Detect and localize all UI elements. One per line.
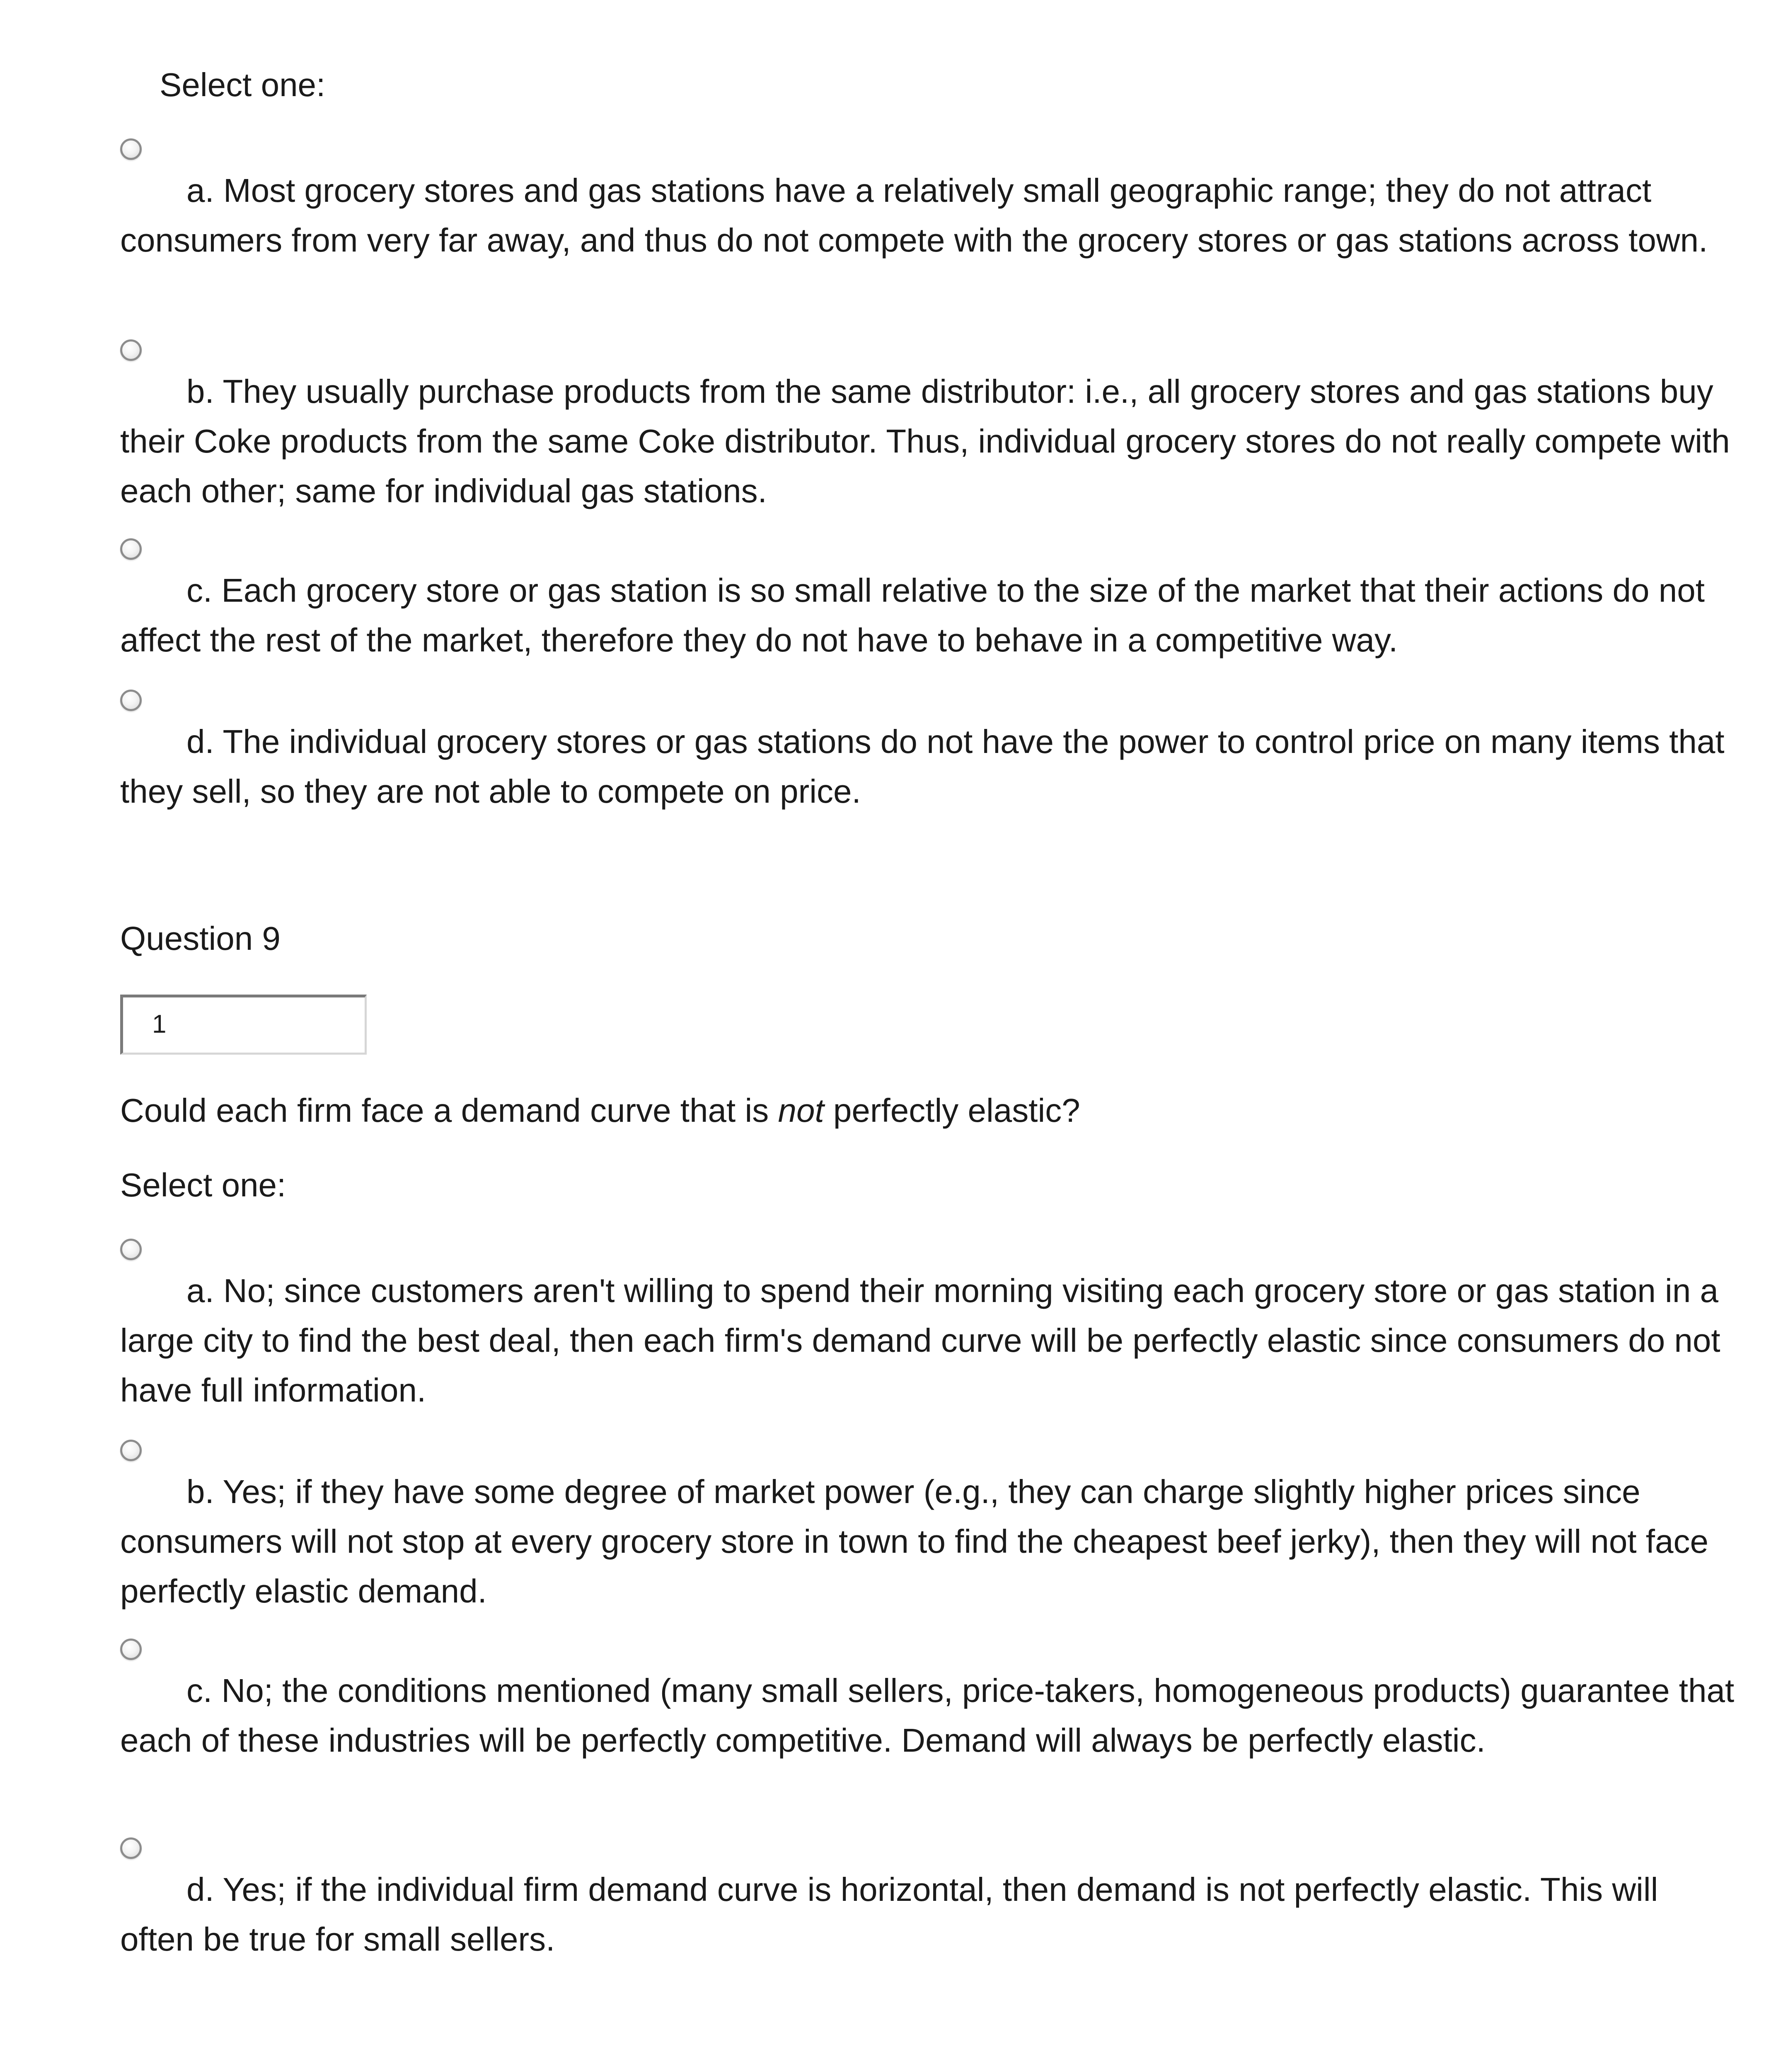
q8-select-one-label: Select one: xyxy=(160,66,326,103)
q8-option-c-radio[interactable] xyxy=(120,538,142,560)
q8-option-a[interactable] xyxy=(120,166,1736,265)
q8-option-d-text: d. The individual grocery stores or gas stations do not have the power to control price on many items that they sell, so they are not able to compete on price. xyxy=(120,723,1725,810)
q9-option-b-text: b. Yes; if they have some degree of market power (e.g., they can charge slightly higher prices since consumers will not stop at every grocery store in town to find the cheapest beef jerky), then they will not face perfectly elastic demand. xyxy=(120,1473,1709,1610)
q9-option-a-text: a. No; since customers aren't willing to spend their morning visiting each grocery store or gas station in a large city to find the best deal, then each firm's demand curve will be perfectly elastic since consumers do not have full information. xyxy=(120,1272,1720,1409)
q8-option-c[interactable] xyxy=(120,566,1736,665)
q8-option-a-radio[interactable] xyxy=(120,138,142,160)
q8-option-b-text: b. They usually purchase products from the same distributor: i.e., all grocery stores and gas stations buy their Coke products from the same Coke distributor. Thus, individual grocery stores do not really compete with each other; same for individual gas stations. xyxy=(120,373,1730,509)
q9-prompt-before: Could each firm face a demand curve that is xyxy=(120,1092,778,1129)
q9-option-d[interactable] xyxy=(120,1865,1736,1964)
q9-option-b-radio[interactable] xyxy=(120,1440,142,1461)
q9-select-one-label: Select one: xyxy=(120,1167,286,1203)
q9-option-a-radio[interactable] xyxy=(120,1239,142,1260)
q9-option-d-radio[interactable] xyxy=(120,1837,142,1859)
q8-option-a-text: a. Most grocery stores and gas stations have a relatively small geographic range; they do not attract consumers from very far away, and thus do not compete with the grocery stores or gas stations across town. xyxy=(120,172,1708,259)
question-9-title: Question 9 xyxy=(120,920,281,957)
q8-option-d[interactable] xyxy=(120,717,1736,816)
q8-option-b[interactable] xyxy=(120,367,1736,516)
q9-option-c-radio[interactable] xyxy=(120,1639,142,1660)
q8-option-b-radio[interactable] xyxy=(120,339,142,361)
q9-answer-input[interactable]: 1 xyxy=(120,995,367,1055)
q9-prompt xyxy=(120,1090,1080,1131)
q9-option-c-text: c. No; the conditions mentioned (many small sellers, price-takers, homogeneous products) guarantee that each of these industries will be perfectly competitive. Demand will always be perfectly elastic. xyxy=(120,1672,1735,1759)
q9-option-c[interactable] xyxy=(120,1666,1736,1765)
q9-prompt-after: perfectly elastic? xyxy=(824,1092,1080,1129)
q9-option-a[interactable] xyxy=(120,1266,1736,1415)
q9-prompt-emphasis: not xyxy=(778,1092,824,1129)
q9-option-d-text: d. Yes; if the individual firm demand curve is horizontal, then demand is not perfectly elastic. This will often be true for small sellers. xyxy=(120,1871,1658,1958)
q8-option-c-text: c. Each grocery store or gas station is so small relative to the size of the market that their actions do not affect the rest of the market, therefore they do not have to behave in a competitive way. xyxy=(120,572,1705,658)
q9-option-b[interactable] xyxy=(120,1467,1736,1616)
q8-option-d-radio[interactable] xyxy=(120,690,142,711)
